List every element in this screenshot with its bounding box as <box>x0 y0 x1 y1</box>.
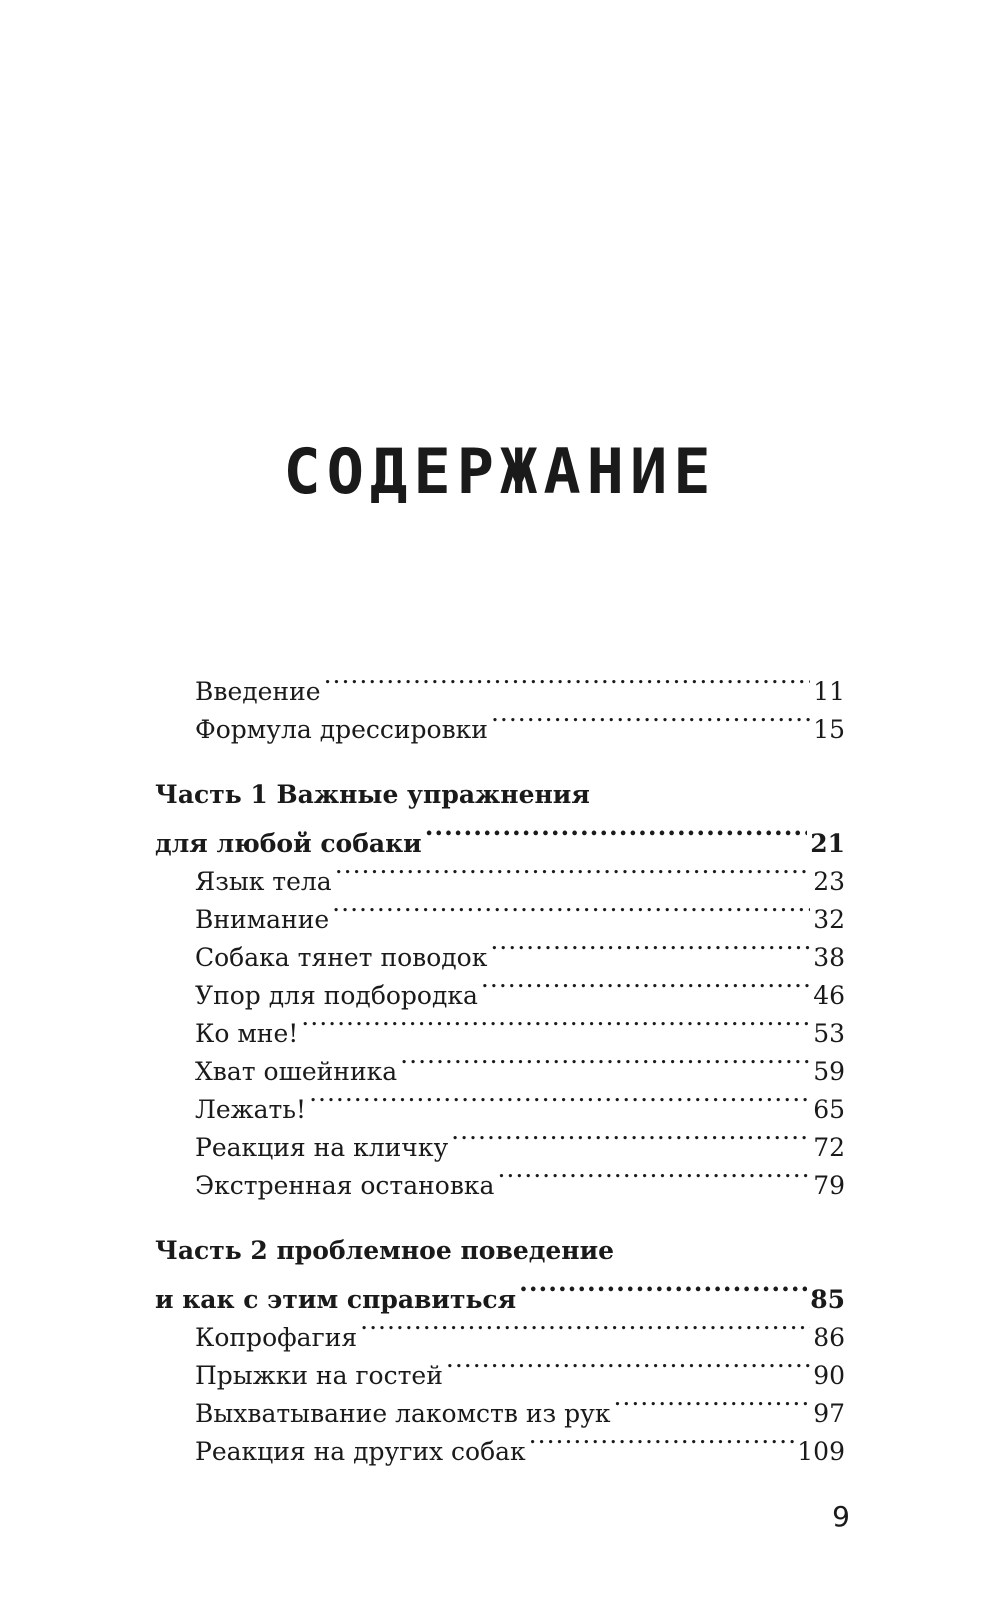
dot-leader <box>529 1422 795 1460</box>
dot-leader <box>497 1156 810 1194</box>
dot-leader <box>335 852 810 890</box>
toc-entry-label: Ко мне! <box>195 1019 299 1048</box>
table-of-contents <box>155 662 845 1466</box>
dot-leader <box>309 1080 810 1118</box>
toc-entry-part2[interactable] <box>155 1270 845 1314</box>
toc-entry-page: 79 <box>813 1171 845 1200</box>
dot-leader <box>301 1004 810 1042</box>
toc-entry-page: 85 <box>810 1285 845 1314</box>
part2-heading-line1: Часть 2 проблемное поведение <box>155 1236 615 1265</box>
toc-entry-page: 23 <box>813 867 845 896</box>
part1-heading-line1: Часть 1 Важные упражнения <box>155 780 590 809</box>
dot-leader <box>332 890 810 928</box>
toc-entry-page: 59 <box>813 1057 845 1086</box>
toc-entry-page: 11 <box>813 677 845 706</box>
dot-leader <box>425 814 808 852</box>
dot-leader <box>481 966 810 1004</box>
toc-entry-label: Собака тянет поводок <box>195 943 488 972</box>
toc-entry-label: Хват ошейника <box>195 1057 398 1086</box>
toc-entry-page: 90 <box>813 1361 845 1390</box>
toc-entry-page: 38 <box>813 943 845 972</box>
toc-entry-label: Внимание <box>195 905 330 934</box>
toc-entry-introduction[interactable] <box>155 662 845 706</box>
page-number: 9 <box>832 1500 850 1533</box>
toc-entry-part1[interactable] <box>155 814 845 858</box>
toc-entry-page: 53 <box>813 1019 845 1048</box>
dot-leader <box>360 1308 810 1346</box>
toc-entry-label: Упор для подбородка <box>195 981 478 1010</box>
dot-leader <box>324 662 811 700</box>
dot-leader <box>400 1042 810 1080</box>
toc-entry-page: 46 <box>813 981 845 1010</box>
toc-entry-label: Язык тела <box>195 867 332 896</box>
dot-leader <box>613 1384 810 1422</box>
dot-leader <box>491 700 810 738</box>
toc-entry-label: Выхватывание лакомств из рук <box>195 1399 611 1428</box>
toc-entry-page: 21 <box>810 829 845 858</box>
toc-entry-label: Экстренная остановка <box>195 1171 495 1200</box>
toc-entry-label: Реакция на кличку <box>195 1133 449 1162</box>
page-title: СОДЕРЖАНИЕ <box>283 435 717 508</box>
toc-entry-page: 97 <box>813 1399 845 1428</box>
toc-entry-label: Формула дрессировки <box>195 715 488 744</box>
toc-entry-page: 109 <box>797 1437 845 1466</box>
toc-entry-page: 72 <box>813 1133 845 1162</box>
toc-entry-label: Реакция на других собак <box>195 1437 526 1466</box>
toc-entry-label: Введение <box>195 677 321 706</box>
part2-heading-line2: и как с этим справиться <box>155 1285 517 1314</box>
toc-entry-label: Прыжки на гостей <box>195 1361 443 1390</box>
part1-heading-line2: для любой собаки <box>155 829 422 858</box>
toc-entry-page: 15 <box>813 715 845 744</box>
dot-leader <box>451 1118 810 1156</box>
dot-leader <box>519 1270 807 1308</box>
toc-entry-page: 32 <box>813 905 845 934</box>
toc-entry-page: 86 <box>813 1323 845 1352</box>
toc-entry-page: 65 <box>813 1095 845 1124</box>
dot-leader <box>446 1346 810 1384</box>
toc-entry-label: Копрофагия <box>195 1323 358 1352</box>
dot-leader <box>490 928 810 966</box>
toc-entry-label: Лежать! <box>195 1095 307 1124</box>
